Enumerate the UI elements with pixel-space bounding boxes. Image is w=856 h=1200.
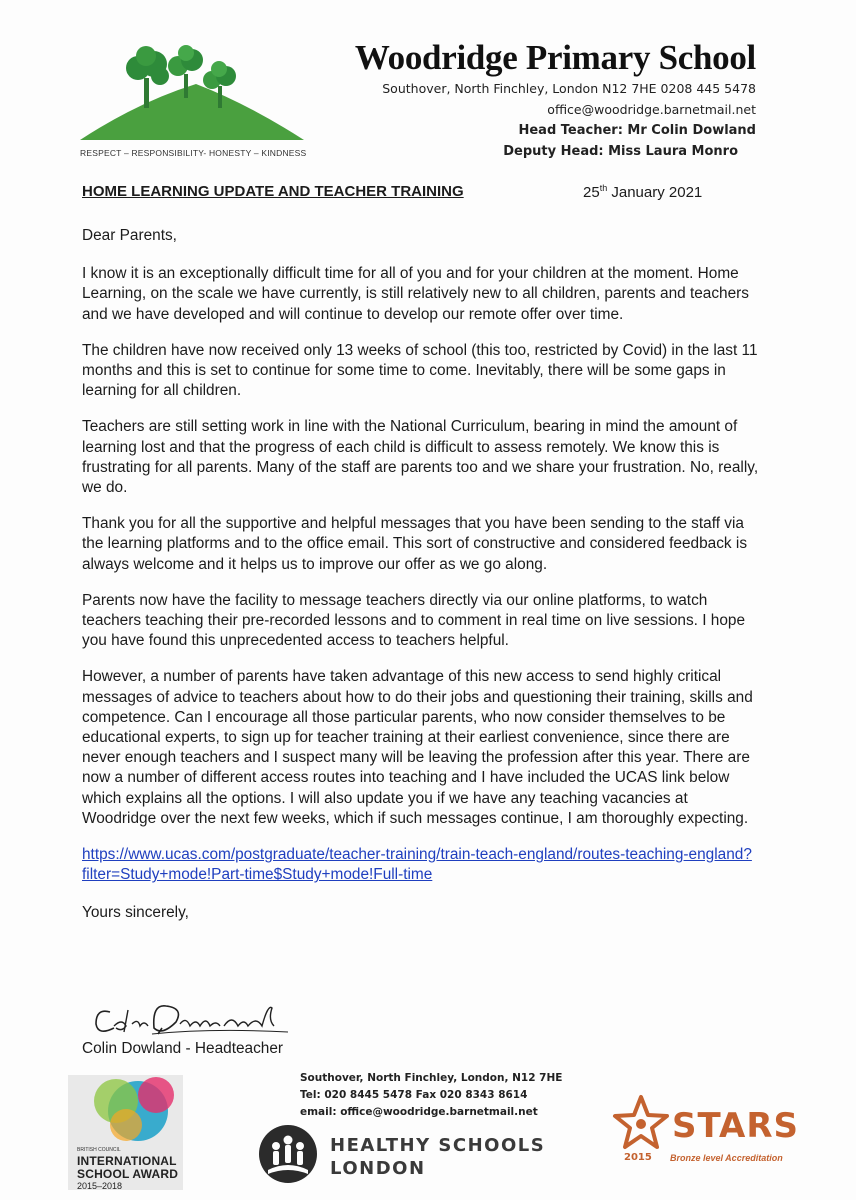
healthy-line1: HEALTHY SCHOOLS xyxy=(330,1135,546,1156)
ucas-link[interactable]: https://www.ucas.com/postgraduate/teacher-training/train-teach-england/routes-teaching-england?filter=Study+mode!Part-time$Study+mode!Full-time xyxy=(82,846,752,884)
footer-phone: Tel: 020 8445 5478 Fax 020 8343 8614 xyxy=(300,1089,528,1101)
healthy-schools-text xyxy=(330,1134,545,1180)
international-school-award-logo xyxy=(68,1075,183,1190)
footer-address: Southover, North Finchley, London, N12 7HE xyxy=(300,1072,563,1084)
paragraph: The children have now received only 13 weeks of school (this too, restricted by Covid) in the last 11 months and this is set to continue for some time to come. Inevitably, there will be some gaps in learning for all children. xyxy=(82,341,758,400)
signoff-name: Colin Dowland - Headteacher xyxy=(82,1040,284,1057)
award-line2: SCHOOL AWARD xyxy=(77,1167,179,1181)
head-teacher: Head Teacher: Mr Colin Dowland xyxy=(518,123,756,138)
paragraph: Thank you for all the supportive and helpful messages that you have been sending to the staff via the learning platforms and to the office email. This sort of constructive and considered feedback is always welcome and it helps us to improve our offer as we go along. xyxy=(82,515,748,573)
date-day: 25 xyxy=(583,184,600,201)
letter-date xyxy=(583,183,702,201)
school-name: Woodridge Primary School xyxy=(354,38,756,77)
stars-title: STARS xyxy=(672,1106,800,1146)
healthy-schools-icon xyxy=(258,1124,318,1184)
school-email: office@woodridge.barnetmail.net xyxy=(547,102,756,117)
deputy-head: Deputy Head: Miss Laura Monro xyxy=(503,144,738,159)
paragraph: Parents now have the facility to message teachers directly via our online platforms, to watch teachers teaching their pre-recorded lessons and to comment in real time on live sessions. I hope you have found this unprecedented access to teachers helpful. xyxy=(82,591,745,650)
date-suffix: th xyxy=(599,183,608,193)
paragraph: I know it is an exceptionally difficult time for all of you and for your children at the moment. Home Learning, on the scale we have currently, is still relatively new to all children, parents and teachers and we have developed and will continue to develop our remote offer over time. xyxy=(82,265,749,323)
award-years: 2015–2018 xyxy=(77,1181,123,1190)
school-motto: RESPECT – RESPONSIBILITY- HONESTY – KINDNESS xyxy=(80,148,307,158)
signature xyxy=(92,998,292,1042)
closing: Yours sincerely, xyxy=(82,904,189,922)
stars-level: Bronze level Accreditation xyxy=(670,1153,783,1163)
footer-email: email: office@woodridge.barnetmail.net xyxy=(300,1106,538,1118)
letter-body xyxy=(82,226,762,940)
date-rest: January 2021 xyxy=(607,184,703,201)
letter-subject: HOME LEARNING UPDATE AND TEACHER TRAINING xyxy=(82,183,464,200)
paragraph: Teachers are still setting work in line with the National Curriculum, bearing in mind the amount of learning lost and that the progress of each child is difficult to assess remotely. We know this is frustrating for all parents. Many of the staff are parents too and we share your frustration. No, really, we do. xyxy=(82,418,759,497)
school-logo xyxy=(78,44,308,144)
stars-year: 2015 xyxy=(624,1152,652,1163)
salutation: Dear Parents, xyxy=(82,227,177,244)
stars-icon xyxy=(612,1094,670,1152)
paragraph: However, a number of parents have taken advantage of this new access to send highly critical messages of advice to teachers about how to do their jobs and questioning their training, skills and competence. Can I encourage all those particular parents, who now consider themselves to be educational experts, to sign up for teacher training at their earliest convenience, since there are never enough teachers and I suspect many will be leaving the profession after this year. There are now a number of different access routes into teaching and I have included the UCAS link below which explains all the options. I will also update you if we have any teaching vacancies at Woodridge over the next few weeks, which if such messages continue, I am thoroughly expecting. xyxy=(82,668,753,827)
award-org: BRITISH COUNCIL xyxy=(77,1147,121,1153)
award-line1: INTERNATIONAL xyxy=(77,1154,177,1168)
healthy-line2: LONDON xyxy=(330,1158,426,1179)
school-address: Southover, North Finchley, London N12 7HE 0208 445 5478 xyxy=(382,81,756,96)
